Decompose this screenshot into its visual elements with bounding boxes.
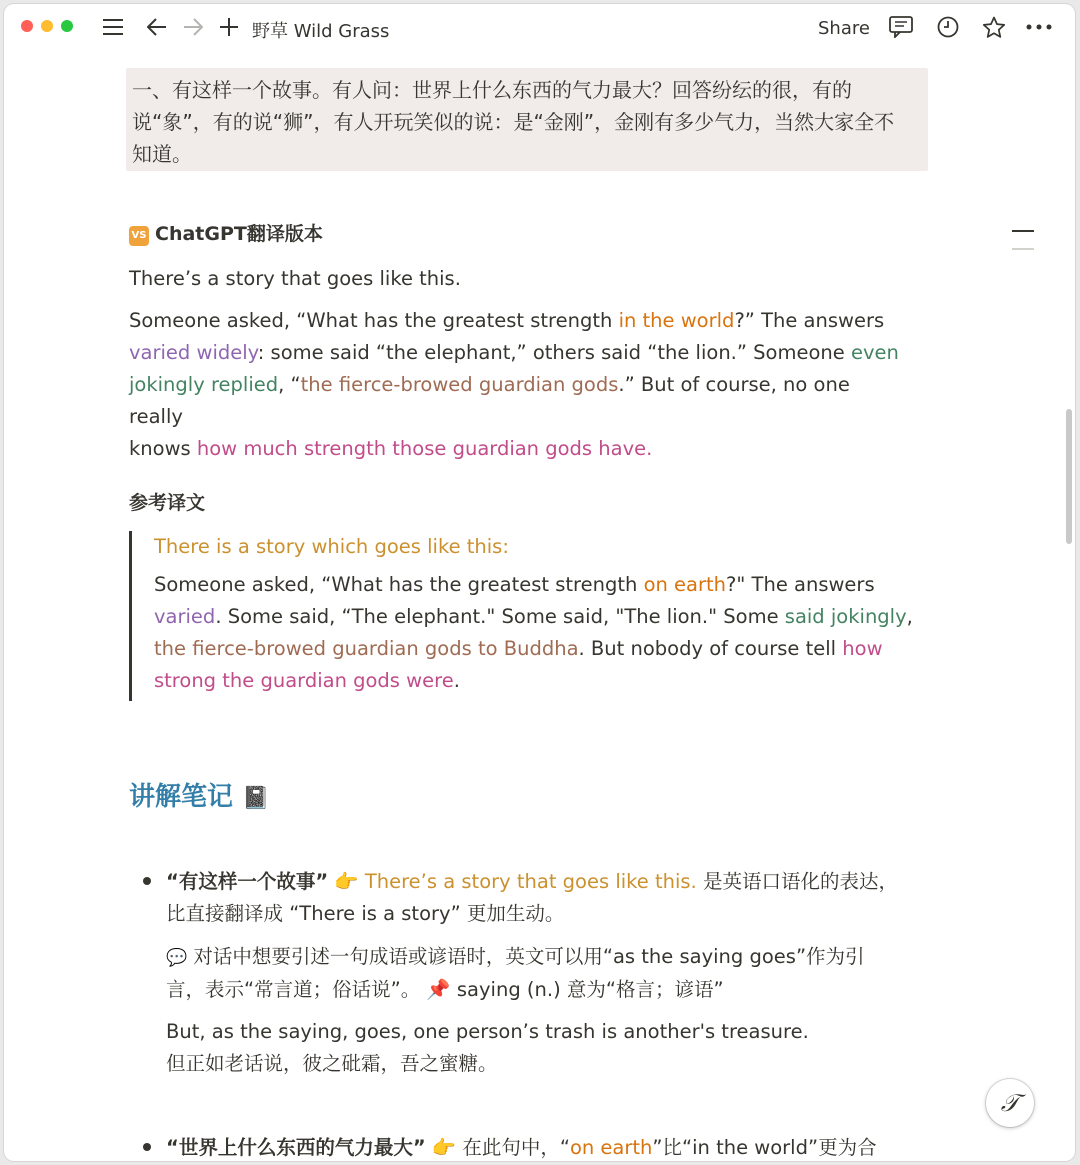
source-quote-block — [126, 68, 928, 171]
share-button[interactable]: Share — [818, 18, 870, 39]
close-window-button[interactable] — [21, 20, 33, 32]
chatgpt-line-1: There’s a story that goes like this. — [129, 267, 461, 290]
page-title[interactable]: 野草 Wild Grass — [252, 21, 390, 42]
reference-line-1: There is a story which goes like this: — [154, 535, 509, 558]
star-icon[interactable] — [981, 14, 1007, 40]
list-item: “有这样一个故事” 👉 There’s a story that goes like this. 是英语口语化的表达， 比直接翻译成 “There is a story” 更加生动。 — [166, 870, 898, 925]
reference-heading: 参考译文 — [129, 492, 206, 514]
top-bar — [4, 4, 1075, 50]
pointing-hand-icon: 👉 — [431, 1136, 457, 1159]
chatgpt-heading-text: ChatGPT翻译版本 — [155, 223, 323, 245]
arrow-right-icon[interactable] — [180, 14, 206, 40]
callout-note: 💬 对话中想要引述一句成语或谚语时，英文可以用“as the saying goes”作为引 言，表示“常言道；俗话说”。 📌 saying (n.) 意为“格言；谚语” — [166, 941, 926, 1006]
comment-icon[interactable] — [888, 14, 914, 40]
notes-heading — [129, 776, 269, 813]
menu-icon[interactable] — [100, 14, 126, 40]
chatgpt-heading — [129, 219, 323, 246]
toc-marker[interactable] — [1012, 248, 1034, 250]
bullet-icon — [143, 1143, 151, 1151]
reference-paragraph: Someone asked, “What has the greatest strength on earth?" The answers varied. Some said, “The elephant." Some said, "The lion." Some said jokingly, the fierce-browed guardian gods to Buddha. But nobody of course tell how strong the guardian gods were. — [154, 573, 913, 692]
arrow-left-icon[interactable] — [144, 14, 170, 40]
help-button[interactable] — [986, 1079, 1034, 1127]
list-item: “世界上什么东西的气力最大” 👉 在此句中，“on earth”比“in the world”更为合 — [166, 1136, 877, 1159]
feather-icon: 𝒯 — [1000, 1089, 1020, 1117]
bullet-icon — [143, 877, 151, 885]
clock-icon[interactable] — [935, 14, 961, 40]
more-icon[interactable] — [1026, 14, 1052, 40]
speech-bubble-icon: 💬 — [166, 948, 188, 968]
maximize-window-button[interactable] — [61, 20, 73, 32]
vs-icon: VS — [129, 226, 149, 246]
scrollbar[interactable] — [1066, 409, 1072, 544]
plus-icon[interactable] — [216, 14, 242, 40]
minimize-window-button[interactable] — [41, 20, 53, 32]
pin-icon: 📌 — [426, 978, 451, 1001]
app-window — [4, 4, 1075, 1161]
toc-marker-active[interactable] — [1012, 230, 1034, 232]
reference-blockquote — [129, 531, 912, 701]
notes-heading-text: 讲解笔记 — [129, 782, 234, 812]
chatgpt-paragraph: Someone asked, “What has the greatest strength in the world?” The answers varied widely: some said “the elephant,” others said “the lion.” Someone even jokingly replied, “the fierce-browed guardian gods.” But of course, no one really knows how much strength those guardian gods have. — [129, 309, 899, 460]
notebook-icon: 📓 — [242, 786, 270, 811]
example-sentence: But, as the saying, goes, one person’s trash is another's treasure. 但正如老话说，彼之砒霜，吾之蜜糖。 — [166, 1020, 809, 1075]
pointing-hand-icon: 👉 — [334, 870, 359, 893]
source-quote-text: 一、有这样一个故事。有人问：世界上什么东西的气力最大？回答纷纭的很，有的说“象”，有的说“狮”，有人开玩笑似的说：是“金刚”，金刚有多少气力，当然大家全不知道。 — [132, 78, 895, 166]
